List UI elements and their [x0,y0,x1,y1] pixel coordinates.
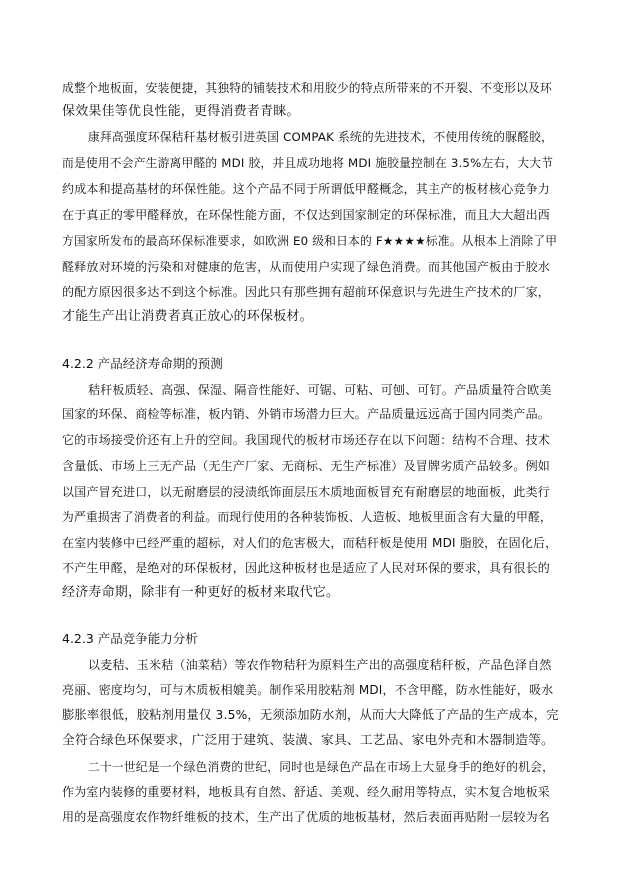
text-line: 用的是高强度农作物纤维板的技术，生产出了优质的地板基材，然后表面再贴附一层较为名 [62,810,551,824]
text-line: 以国产冒充进口，以无耐磨层的浸渍纸饰面层压木质地面板冒充有耐磨层的地面板，此类行 [62,485,551,499]
text-line: 康拜高强度环保秸秆基材板引进英国 COMPAK 系统的先进技术，不使用传统的脲醛胶， [88,130,554,144]
text-line: 全符合绿色环保要求，广泛用于建筑、装潢、家具、工艺品、家电外壳和木器制造等。 [62,733,555,748]
text-line: 亮丽、密度均匀，可与木质板相媲美。制作采用胶粘剂 MDI，不含甲醛，防水性能好，吸水 [62,683,554,697]
text-line: 在于真正的零甲醛释放，在环保性能方面，不仅达到国家制定的环保标准，而且大大超出西 [62,208,551,222]
text-line: 醛释放对环境的污染和对健康的危害，从而使用户实现了绿色消费。而其他国产板由于胶水 [62,260,551,274]
text-line: 二十一世纪是一个绿色消费的世纪，同时也是绿色产品在市场上大显身手的绝好的机会， [88,760,555,774]
text-line: 它的市场接受价还有上升的空间。我国现代的板材市场还存在以下问题：结构不合理、技术 [62,433,551,447]
text-line: 秸秆板质轻、高强、保湿、隔音性能好、可锯、可粘、可刨、可钉。产品质量符合欧美 [88,383,552,397]
text-line: 经济寿命期，除非有一种更好的板材来取代它。 [62,585,340,600]
text-line: 国家的环保、商检等标准，板内销、外销市场潜力巨大。产品质量远远高于国内同类产品。 [62,407,551,421]
text-line: 作为室内装修的重要材料，地板具有自然、舒适、美观、经久耐用等特点，实木复合地板采 [62,785,551,799]
text-line: 成整个地板面，安装便捷，其独特的铺装技术和用胶少的特点所带来的不开裂、不变形以及环 [62,81,552,95]
text-line: 不产生甲醛，是绝对的环保板材，因此这种板材也是适应了人民对环保的要求，具有很长的 [62,561,551,575]
text-line: 以麦秸、玉米秸（油菜秸）等农作物秸秆为原料生产出的高强度秸秆板，产品色泽自然 [88,658,552,672]
text-line: 才能生产出让消费者真正放心的环保板材。 [62,309,313,324]
section-heading: 4.2.2 产品经济寿命期的预测 [62,356,223,371]
section-heading: 4.2.3 产品竞争能力分析 [62,631,198,646]
text-line: 保效果佳等优良性能，更得消费者青睐。 [62,104,300,119]
text-line: 约成本和提高基材的环保性能。这个产品不同于所谓低甲醛概念，其主产的板材核心竞争力 [62,182,551,196]
text-line: 而是使用不会产生游离甲醛的 MDI 胶，并且成功地将 MDI 施胶量控制在 3.5%左右，大大节 [62,156,554,170]
text-line: 为严重损害了消费者的利益。而现行使用的各种装饰板、人造板、地板里面含有大量的甲醛， [62,510,552,524]
text-line: 膨胀率很低，胶粘剂用量仅 3.5%，无须添加防水剂，从而大大降低了产品的生产成本，完 [62,708,559,722]
text-line: 方国家所发布的最高环保标准要求，如欧洲 E0 级和日本的 F★★★★标准。从根本上消除了甲 [62,234,558,248]
text-line: 的配方原因很多达不到这个标准。因此只有那些拥有超前环保意识与先进生产技术的厂家， [62,285,551,299]
text-line: 含量低、市场上三无产品（无生产厂家、无商标、无生产标准）及冒牌劣质产品较多。例如 [62,459,551,473]
text-line: 在室内装修中已经严重的超标，对人们的危害极大，而秸秆板是使用 MDI 脂胶，在固化后， [62,536,558,550]
